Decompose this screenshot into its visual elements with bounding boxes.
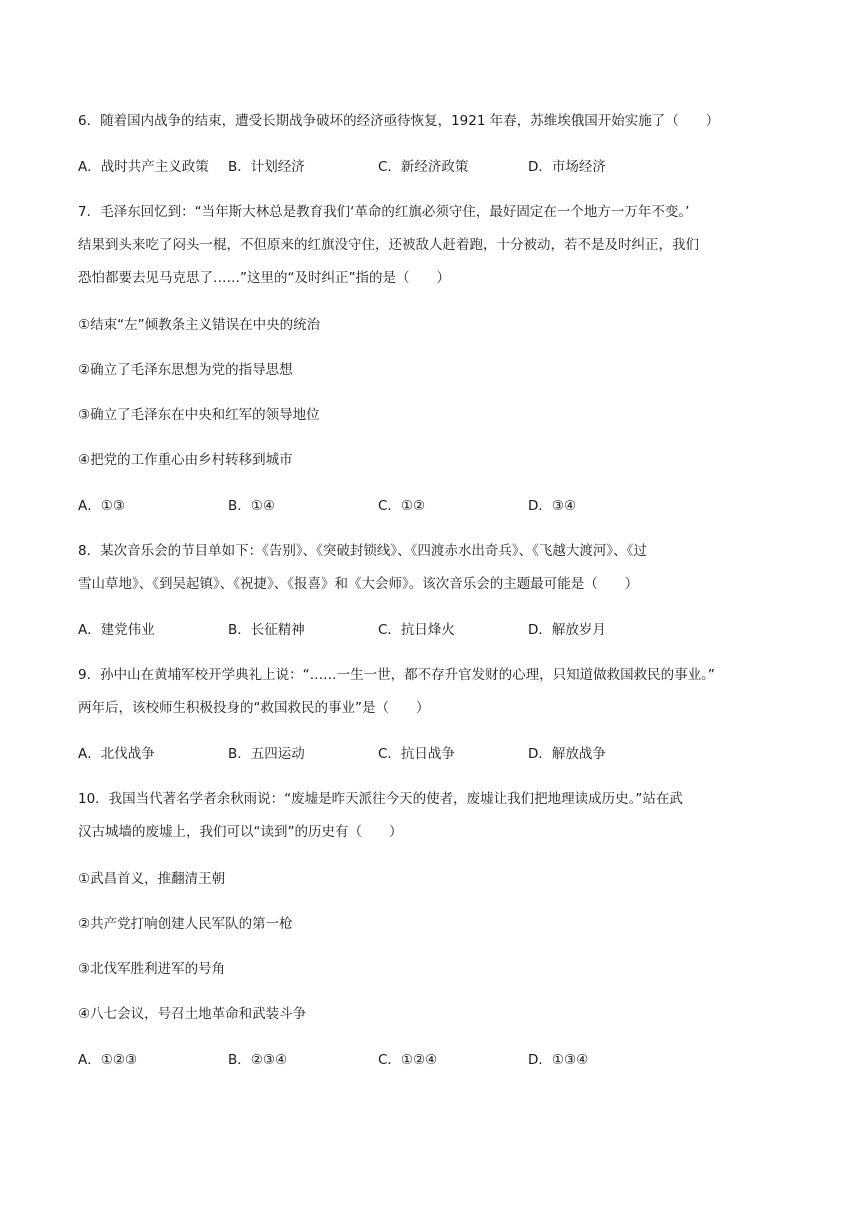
question-9-option-a: A．北伐战争 <box>78 746 155 762</box>
question-10-option-a: A．①②③ <box>78 1052 138 1068</box>
question-10-options <box>78 1050 778 1070</box>
question-6-option-d: D．市场经济 <box>528 159 606 175</box>
question-9-stem-line-1: 9．孙中山在黄埔军校开学典礼上说：“……一生一世，都不存升官发财的心理，只知道做救国救民的事业。” <box>78 667 715 683</box>
question-7-item-4: ④把党的工作重心由乡村转移到城市 <box>78 452 293 468</box>
question-9-option-b: B．五四运动 <box>228 746 305 762</box>
question-7-options <box>78 496 778 516</box>
question-9-option-c: C．抗日战争 <box>378 746 455 762</box>
question-10-item-4: ④八七会议，号召土地革命和武装斗争 <box>78 1006 307 1022</box>
question-9-options <box>78 744 778 764</box>
question-9-stem-line-2: 两年后，该校师生积极投身的“救国救民的事业”是（ ） <box>78 700 430 716</box>
question-8-option-d: D．解放岁月 <box>528 622 606 638</box>
question-6-option-a: A．战时共产主义政策 <box>78 159 209 175</box>
question-8-stem-line-2: 雪山草地》、《到吴起镇》、《祝捷》、《报喜》和《大会师》。该次音乐会的主题最可能是（ ） <box>78 576 639 592</box>
question-7-item-2: ②确立了毛泽东思想为党的指导思想 <box>78 362 293 378</box>
question-6-option-b: B．计划经济 <box>228 159 305 175</box>
question-10-item-2: ②共产党打响创建人民军队的第一枪 <box>78 916 293 932</box>
question-7-option-d: D．③④ <box>528 498 577 514</box>
question-10-option-b: B．②③④ <box>228 1052 288 1068</box>
question-10-stem-line-2: 汉古城墙的废墟上，我们可以“读到”的历史有（ ） <box>78 824 403 840</box>
question-10-option-c: C．①②④ <box>378 1052 438 1068</box>
question-6-options <box>78 157 778 177</box>
question-6-stem-line-1: 6．随着国内战争的结束，遭受长期战争破坏的经济亟待恢复，1921 年春，苏维埃俄国开始实施了（ ） <box>78 113 720 129</box>
question-8-option-a: A．建党伟业 <box>78 622 155 638</box>
question-8-stem-line-1: 8．某次音乐会的节目单如下：《告别》、《突破封锁线》、《四渡赤水出奇兵》、《飞越大渡河》、《过 <box>78 543 647 559</box>
question-7-stem-line-2: 结果到头来吃了闷头一棍，不但原来的红旗没守住，还被敌人赶着跑，十分被动，若不是及时纠正，我们 <box>78 237 699 253</box>
question-8-options <box>78 620 778 640</box>
question-7-option-b: B．①④ <box>228 498 275 514</box>
question-9-option-d: D．解放战争 <box>528 746 606 762</box>
question-6-option-c: C．新经济政策 <box>378 159 469 175</box>
question-7-option-a: A．①③ <box>78 498 125 514</box>
question-7-stem-line-1: 7．毛泽东回忆到：“当年斯大林总是教育我们‘革命的红旗必须守住，最好固定在一个地方一万年不变。’ <box>78 204 690 220</box>
question-8-option-c: C．抗日烽火 <box>378 622 455 638</box>
question-7-stem-line-3: 恐怕都要去见马克思了……”这里的“及时纠正”指的是（ ） <box>78 270 450 286</box>
question-7-item-3: ③确立了毛泽东在中央和红军的领导地位 <box>78 407 320 423</box>
question-8-option-b: B．长征精神 <box>228 622 305 638</box>
question-7-option-c: C．①② <box>378 498 426 514</box>
question-10-item-1: ①武昌首义，推翻清王朝 <box>78 871 226 887</box>
question-10-stem-line-1: 10．我国当代著名学者余秋雨说：“废墟是昨天派往今天的使者，废墟让我们把地理读成历史。”站在武 <box>78 791 683 807</box>
question-10-option-d: D．①③④ <box>528 1052 589 1068</box>
question-10-item-3: ③北伐军胜利进军的号角 <box>78 961 226 977</box>
question-7-item-1: ①结束“左”倾教条主义错误在中央的统治 <box>78 317 321 333</box>
